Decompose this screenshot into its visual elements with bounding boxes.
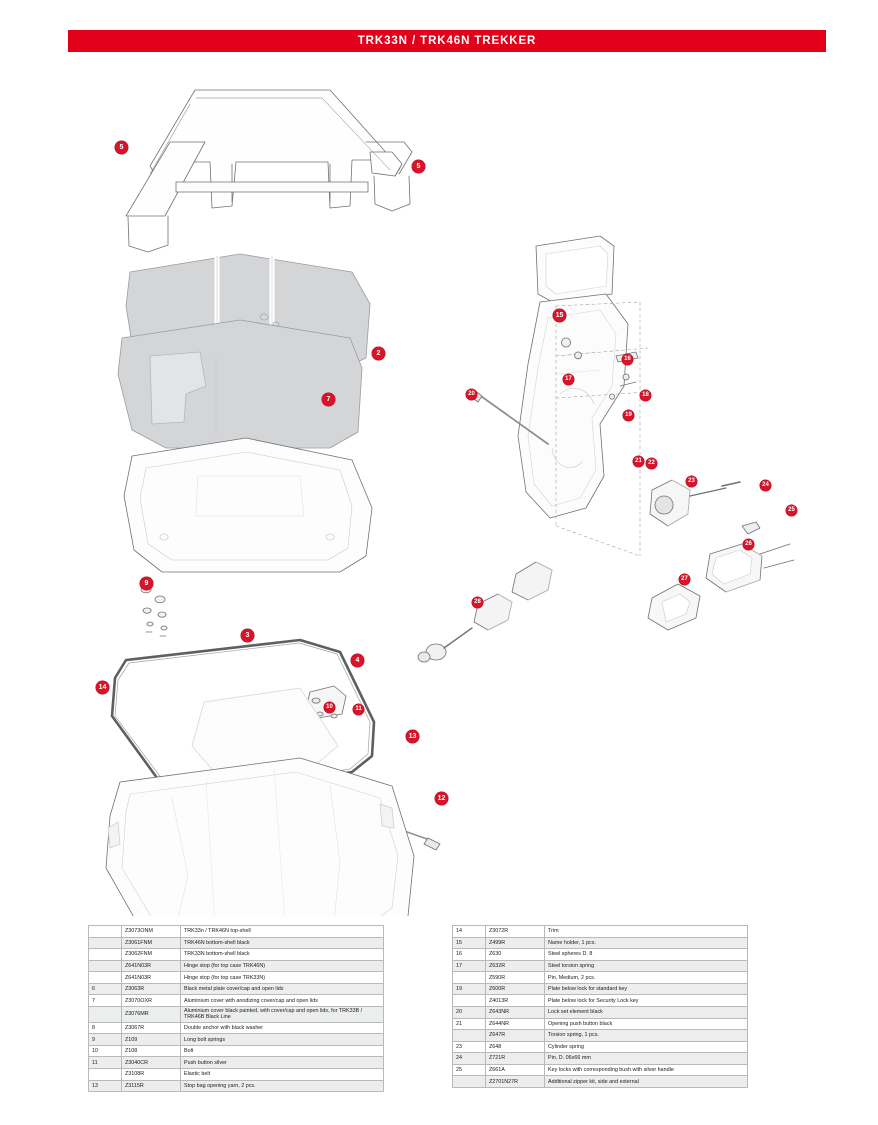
cell-pos [89,926,122,938]
callout-19: 19 [623,410,634,421]
cell-desc: Pin, D. 06x66 mm [545,1053,748,1065]
table-row [453,1064,748,1076]
part-hardware-bolts [141,586,167,636]
table-row [453,1076,748,1088]
cell-code: Z632R [486,960,545,972]
cell-code: Z3072R [486,926,545,938]
cell-pos [89,937,122,949]
part-lock-housing [518,294,628,518]
cell-pos [89,1068,122,1080]
parts-table-left [88,925,384,1092]
cell-code: Z3076MR [122,1006,181,1022]
cell-pos: 19 [453,983,486,995]
callout-27: 27 [679,574,690,585]
callout-14: 14 [96,681,109,694]
page-title: TRK33N / TRK46N TREKKER [357,35,537,47]
table-row [89,960,384,972]
callout-12: 12 [435,792,448,805]
cell-pos: 25 [453,1064,486,1076]
table-row [453,995,748,1007]
table-row [89,1068,384,1080]
table-row [453,972,748,984]
cell-pos [89,960,122,972]
cell-pos: 24 [453,1053,486,1065]
callout-25: 25 [786,505,797,516]
part-name-holder [536,236,614,304]
table-row [89,1022,384,1034]
cell-desc: TRK33n / TRK46N top-shell [181,926,384,938]
table-row [89,1006,384,1022]
cell-code: Z3062FNM [122,949,181,961]
cell-code: Z644NR [486,1018,545,1030]
cell-code: Z3061FNM [122,937,181,949]
table-row [89,995,384,1007]
cell-desc: Push button silver [181,1057,384,1069]
part-lid-inner [124,438,372,572]
cell-desc: Black metal plate cover/cap and open lids [181,983,384,995]
cell-pos [89,972,122,984]
cell-code: Z3063R [122,983,181,995]
cell-code: Z648 [486,1041,545,1053]
callout-20: 20 [466,389,477,400]
cell-code: Z499R [486,937,545,949]
part-lock-cylinder [650,480,740,526]
cell-desc: Plate below lock for standard key [545,983,748,995]
callout-5a: 5 [115,141,128,154]
cell-pos [453,995,486,1007]
parts-table-right [452,925,748,1088]
cell-pos: 7 [89,995,122,1007]
callout-4: 4 [351,654,364,667]
cell-desc: Stop bag opening yarn, 2 pcs. [181,1080,384,1092]
callout-22: 22 [646,458,657,469]
table-row [453,1018,748,1030]
diagram-svg [0,56,878,916]
cell-code: Z647R [486,1030,545,1042]
cell-pos: 23 [453,1041,486,1053]
callout-16: 16 [622,354,633,365]
table-row [89,1034,384,1046]
part-lever [648,584,700,630]
cell-desc: Bolt [181,1045,384,1057]
cell-desc: Torsion spring, 1 pcs. [545,1030,748,1042]
part-aluminium-cover [118,320,362,448]
cell-desc: Steel torsion spring [545,960,748,972]
table-row [89,937,384,949]
cell-code: Z590R [486,972,545,984]
callout-10: 10 [324,702,335,713]
cell-desc: Pin, Medium, 2 pcs. [545,972,748,984]
cell-code: Z3070OXR [122,995,181,1007]
callout-9: 9 [140,577,153,590]
table-row [89,1045,384,1057]
table-row [453,949,748,961]
callout-24: 24 [760,480,771,491]
cell-pos: 20 [453,1006,486,1018]
cell-pos: 8 [89,1022,122,1034]
cell-desc: TRK33N bottom-shell black [181,949,384,961]
cell-desc: Trim [545,926,748,938]
table-row [453,1006,748,1018]
table-row [453,937,748,949]
parts-table-right-body [453,926,748,1088]
cell-pos: 13 [89,1080,122,1092]
cell-code: Z2701N27R [486,1076,545,1088]
table-row [89,1057,384,1069]
cell-code: Z600R [486,983,545,995]
cell-code: Z3067R [122,1022,181,1034]
cell-code: Z3040CR [122,1057,181,1069]
cell-desc: Hinge stop (for top case TRK33N) [181,972,384,984]
callout-23: 23 [686,476,697,487]
callout-28: 28 [472,597,483,608]
cell-pos: 17 [453,960,486,972]
callout-15: 15 [553,309,566,322]
cell-desc: Aluminium cover with anodizing cover/cap and open lids [181,995,384,1007]
cell-code: Z3073ONM [122,926,181,938]
part-key [742,522,760,534]
parts-table-right-wrap [452,925,748,1088]
table-row [89,1080,384,1092]
cell-desc: Name holder, 1 pcs. [545,937,748,949]
callout-7: 7 [322,393,335,406]
parts-table-left-wrap [88,925,384,1092]
cell-pos: 15 [453,937,486,949]
cell-desc: Key locks with corresponding bush with silver handle [545,1064,748,1076]
cell-pos: 9 [89,1034,122,1046]
cell-code: Z721R [486,1053,545,1065]
callout-5b: 5 [412,160,425,173]
cell-pos: 11 [89,1057,122,1069]
cell-pos [89,1006,122,1022]
cell-desc: Elastic belt [181,1068,384,1080]
cell-code: Z630 [486,949,545,961]
cell-code: Z661A [486,1064,545,1076]
cell-desc: Long bolt springs [181,1034,384,1046]
table-row [453,960,748,972]
cell-desc: Double anchor with black washer [181,1022,384,1034]
cell-pos: 14 [453,926,486,938]
cell-pos: 16 [453,949,486,961]
part-hinge-frame [126,90,412,252]
cell-pos: 6 [89,983,122,995]
cell-desc: Aluminium cover black painted, with cover/cap and open lids, for TRK33B / TRK46B Black Line [181,1006,384,1022]
parts-table-left-body [89,926,384,1092]
callout-18: 18 [640,390,651,401]
part-cylinder-bush-row [418,562,552,662]
table-row [453,926,748,938]
callout-26: 26 [743,539,754,550]
cell-pos [453,1076,486,1088]
cell-code: Z3115R [122,1080,181,1092]
cell-desc: Lock set element black [545,1006,748,1018]
part-crossbar [176,182,368,192]
cell-code: Z3108R [122,1068,181,1080]
table-row [89,949,384,961]
cell-desc: Plate below lock for Security Lock key [545,995,748,1007]
cell-pos [453,972,486,984]
table-row [89,972,384,984]
page-header [68,30,826,52]
cell-desc: Opening push button black [545,1018,748,1030]
cell-code: Z641N03R [122,972,181,984]
cell-pos: 21 [453,1018,486,1030]
cell-desc: Hinge stop (for top case TRK46N) [181,960,384,972]
cell-code: Z643NR [486,1006,545,1018]
callout-11: 11 [353,704,364,715]
part-bottom-shell [106,758,414,916]
cell-code: Z641N03R [122,960,181,972]
callout-21: 21 [633,456,644,467]
cell-desc: TRK46N bottom-shell black [181,937,384,949]
part-push-button [706,544,794,592]
cell-pos: 10 [89,1045,122,1057]
cell-desc: Additional zipper kit, side and external [545,1076,748,1088]
table-row [453,983,748,995]
cell-desc: Steel spheres D. 8 [545,949,748,961]
cell-pos [453,1030,486,1042]
cell-desc: Cylinder spring [545,1041,748,1053]
cell-code: Z4013R [486,995,545,1007]
table-row [89,926,384,938]
table-row [453,1030,748,1042]
cell-pos [89,949,122,961]
cell-code: Z109 [122,1034,181,1046]
callout-2: 2 [372,347,385,360]
cell-code: Z108 [122,1045,181,1057]
callout-3: 3 [241,629,254,642]
table-row [89,983,384,995]
callout-13: 13 [406,730,419,743]
exploded-view-diagram [0,56,878,916]
table-row [453,1041,748,1053]
table-row [453,1053,748,1065]
callout-17: 17 [563,374,574,385]
